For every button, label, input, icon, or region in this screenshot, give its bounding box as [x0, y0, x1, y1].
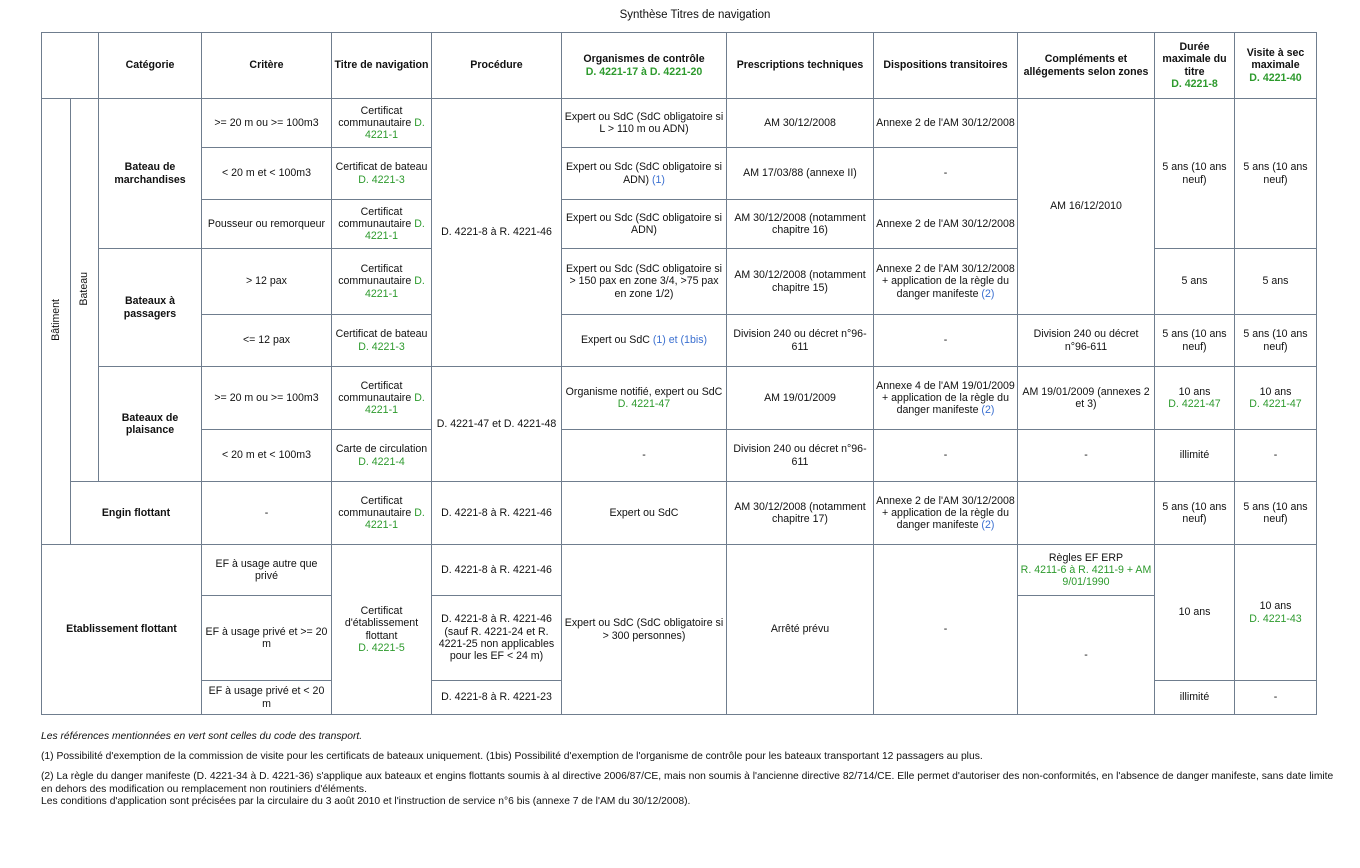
duree-cell: 5 ans	[1155, 249, 1235, 315]
category-plaisance: Bateaux de plaisance	[99, 367, 202, 482]
titre-ref: D. 4221-1	[365, 391, 425, 417]
titre-cell	[332, 430, 432, 482]
organisme-cell: Expert ou SdC (SdC obligatoire si L > 110 m ou ADN)	[562, 99, 727, 148]
titre-ref: D. 4221-1	[365, 275, 425, 300]
note-ref: (2)	[981, 287, 995, 300]
visite-ref: D. 4221-47	[1249, 398, 1302, 410]
header-visite	[1235, 33, 1317, 99]
header-dispositions: Dispositions transitoires	[874, 33, 1018, 99]
organisme-cell: Expert ou Sdc (SdC obligatoire si > 150 pax en zone 3/4, >75 pax en zone 1/2)	[562, 249, 727, 315]
titre-ref: D. 4221-5	[358, 641, 405, 654]
titre-cell	[332, 99, 432, 148]
titre-cell	[332, 367, 432, 430]
visite-text: 10 ans	[1259, 385, 1292, 398]
organisme-cell	[562, 367, 727, 430]
visite-cell: -	[1235, 430, 1317, 482]
critere-cell: <= 12 pax	[202, 315, 332, 367]
duree-cell: illimité	[1155, 430, 1235, 482]
prescription-cell: AM 30/12/2008	[727, 99, 874, 148]
header-duree	[1155, 33, 1235, 99]
titre-ref: D. 4221-3	[358, 340, 405, 353]
complement-cell	[1018, 545, 1155, 596]
visite-ref: D. 4221-43	[1249, 612, 1302, 625]
note-2	[41, 771, 1341, 810]
visite-cell	[1235, 545, 1317, 681]
duree-cell: 5 ans (10 ans neuf)	[1155, 482, 1235, 545]
disposition-text: Annexe 2 de l'AM 30/12/2008 + application de la règle du danger manifeste	[876, 494, 1015, 532]
duree-cell: illimité	[1155, 681, 1235, 715]
header-empty	[42, 33, 99, 99]
titre-ref: D. 4221-1	[365, 116, 425, 142]
titre-label: Certificat communautaire	[338, 205, 412, 230]
visite-cell: 5 ans	[1235, 249, 1317, 315]
critere-cell: EF à usage autre que privé	[202, 545, 332, 596]
disposition-cell	[874, 249, 1018, 315]
disposition-cell	[874, 367, 1018, 430]
prescription-cell: AM 30/12/2008 (notamment chapitre 15)	[727, 249, 874, 315]
header-organismes-ref: D. 4221-17 à D. 4221-20	[585, 65, 703, 78]
organisme-cell: -	[562, 430, 727, 482]
organisme-cell: Expert ou Sdc (SdC obligatoire si ADN)	[562, 200, 727, 249]
note-ref: (2)	[981, 519, 995, 532]
note-ref: (1)	[652, 334, 666, 347]
category-marchandises: Bateau de marchandises	[99, 99, 202, 249]
duree-cell	[1155, 367, 1235, 430]
disposition-cell: -	[874, 148, 1018, 200]
critere-cell: >= 20 m ou >= 100m3	[202, 99, 332, 148]
note-legend: Les références mentionnées en vert sont celles du code des transport.	[41, 731, 363, 742]
prescription-cell: AM 19/01/2009	[727, 367, 874, 430]
titre-cell	[332, 315, 432, 367]
prescription-cell: AM 30/12/2008 (notamment chapitre 17)	[727, 482, 874, 545]
group-bateau-label: Bateau	[78, 271, 91, 306]
organisme-cell	[562, 315, 727, 367]
header-organismes	[562, 33, 727, 99]
visite-cell: -	[1235, 681, 1317, 715]
titre-cell	[332, 200, 432, 249]
complement-title: Règles EF ERP	[1048, 551, 1124, 564]
critere-cell: EF à usage privé et >= 20 m	[202, 596, 332, 681]
organisme-text: Expert ou SdC	[580, 334, 650, 347]
duree-cell: 10 ans	[1155, 545, 1235, 681]
prescription-cell: Division 240 ou décret n°96-611	[727, 315, 874, 367]
note-ref: (1)	[651, 173, 665, 186]
complement-cell: AM 16/12/2010	[1018, 99, 1155, 315]
header-row	[42, 33, 1317, 99]
table-row	[42, 367, 1317, 430]
organisme-ref: D. 4221-47	[617, 398, 671, 410]
duree-text: 10 ans	[1178, 385, 1211, 398]
table-row	[42, 315, 1317, 367]
synthesis-table	[41, 32, 1317, 715]
group-batiment-label: Bâtiment	[49, 298, 62, 341]
note-ref: (2)	[981, 404, 995, 417]
titre-ref: D. 4221-4	[358, 455, 405, 468]
duree-cell: 5 ans (10 ans neuf)	[1155, 99, 1235, 249]
critere-cell: EF à usage privé et < 20 m	[202, 681, 332, 715]
organisme-cell: Expert ou SdC	[562, 482, 727, 545]
footnotes	[41, 731, 1341, 816]
titre-cell	[332, 482, 432, 545]
critere-cell: < 20 m et < 100m3	[202, 148, 332, 200]
category-passagers: Bateaux à passagers	[99, 249, 202, 367]
disposition-cell: -	[874, 315, 1018, 367]
visite-cell: 5 ans (10 ans neuf)	[1235, 315, 1317, 367]
duree-ref: D. 4221-47	[1168, 398, 1221, 410]
organisme-cell	[562, 148, 727, 200]
visite-text: 10 ans	[1259, 600, 1292, 613]
note-et: et	[668, 334, 678, 347]
critere-cell: < 20 m et < 100m3	[202, 430, 332, 482]
header-titre: Titre de navigation	[332, 33, 432, 99]
header-categorie: Catégorie	[99, 33, 202, 99]
header-duree-ref: D. 4221-8	[1171, 77, 1218, 90]
procedure-cell: D. 4221-8 à R. 4221-46	[432, 99, 562, 367]
prescription-cell: Division 240 ou décret n°96-611	[727, 430, 874, 482]
titre-cell	[332, 249, 432, 315]
critere-cell: Pousseur ou remorqueur	[202, 200, 332, 249]
table-row	[42, 482, 1317, 545]
complement-ref: R. 4211-6 à R. 4211-9 + AM 9/01/1990	[1020, 563, 1152, 589]
note-2-conditions: Les conditions d'application sont précisées par la circulaire du 3 août 2010 et l'instruction de service n°6 bis (annexe 7 de l'AM du 30/12/2008).	[41, 796, 691, 808]
titre-label: Carte de circulation	[335, 443, 428, 456]
organisme-cell: Expert ou SdC (SdC obligatoire si > 300 personnes)	[562, 545, 727, 715]
procedure-cell: D. 4221-47 et D. 4221-48	[432, 367, 562, 482]
visite-cell: 5 ans (10 ans neuf)	[1235, 99, 1317, 249]
note-ref: (1bis)	[680, 334, 708, 347]
titre-label: Certificat de bateau	[335, 161, 428, 174]
visite-cell: 5 ans (10 ans neuf)	[1235, 482, 1317, 545]
titre-label: Certificat communautaire	[338, 379, 412, 404]
titre-ref: D. 4221-1	[365, 217, 425, 243]
disposition-text: Annexe 2 de l'AM 30/12/2008 + application de la règle du danger manifeste	[876, 263, 1015, 300]
procedure-cell: D. 4221-8 à R. 4221-46	[432, 545, 562, 596]
disposition-cell: Annexe 2 de l'AM 30/12/2008	[874, 200, 1018, 249]
procedure-cell: D. 4221-8 à R. 4221-46	[432, 482, 562, 545]
organisme-text: Organisme notifié, expert ou SdC	[565, 385, 723, 398]
header-visite-label: Visite à sec maximale	[1246, 47, 1305, 72]
header-prescriptions: Prescriptions techniques	[727, 33, 874, 99]
titre-label: Certificat communautaire	[338, 263, 412, 288]
header-visite-ref: D. 4221-40	[1249, 71, 1302, 84]
complement-cell: -	[1018, 596, 1155, 715]
prescription-cell: AM 17/03/88 (annexe II)	[727, 148, 874, 200]
prescription-cell: Arrêté prévu	[727, 545, 874, 715]
category-engin: Engin flottant	[71, 482, 202, 545]
disposition-cell: Annexe 2 de l'AM 30/12/2008	[874, 99, 1018, 148]
duree-cell: 5 ans (10 ans neuf)	[1155, 315, 1235, 367]
header-duree-label: Durée maximale du titre	[1162, 40, 1227, 78]
critere-cell: -	[202, 482, 332, 545]
page-title: Synthèse Titres de navigation	[619, 9, 771, 21]
titre-cell	[332, 148, 432, 200]
prescription-cell: AM 30/12/2008 (notamment chapitre 16)	[727, 200, 874, 249]
table-row	[42, 545, 1317, 596]
table-row	[42, 430, 1317, 482]
disposition-cell: -	[874, 545, 1018, 715]
complement-cell	[1018, 482, 1155, 545]
table-row	[42, 99, 1317, 148]
critere-cell: >= 20 m ou >= 100m3	[202, 367, 332, 430]
titre-label: Certificat d'établissement flottant	[344, 604, 419, 642]
titre-ref: D. 4221-1	[365, 506, 425, 532]
titre-label: Certificat communautaire	[338, 104, 412, 129]
procedure-cell: D. 4221-8 à R. 4221-46 (sauf R. 4221-24 et R. 4221-25 non applicables pour les EF < 24 m)	[432, 596, 562, 681]
header-organismes-label: Organismes de contrôle	[583, 53, 705, 66]
group-bateau	[71, 99, 99, 482]
disposition-cell	[874, 482, 1018, 545]
organisme-text: Expert ou Sdc (SdC obligatoire si ADN)	[565, 161, 723, 186]
disposition-text: Annexe 4 de l'AM 19/01/2009 + application de la règle du danger manifeste	[876, 379, 1015, 417]
header-complements: Compléments et allégements selon zones	[1018, 33, 1155, 99]
titre-label: Certificat de bateau	[335, 328, 428, 341]
complement-cell: AM 19/01/2009 (annexes 2 et 3)	[1018, 367, 1155, 430]
category-etablissement: Etablissement flottant	[42, 545, 202, 715]
header-procedure: Procédure	[432, 33, 562, 99]
titre-label: Certificat communautaire	[338, 494, 412, 519]
visite-cell	[1235, 367, 1317, 430]
titre-ref: D. 4221-3	[358, 173, 405, 186]
complement-cell: Division 240 ou décret n°96-611	[1018, 315, 1155, 367]
procedure-cell: D. 4221-8 à R. 4221-23	[432, 681, 562, 715]
complement-cell: -	[1018, 430, 1155, 482]
group-batiment	[42, 99, 71, 545]
titre-cell	[332, 545, 432, 715]
note-1: (1) Possibilité d'exemption de la commission de visite pour les certificats de bateaux uniquement. (1bis) Possibilité d'exemption de l'organisme de contrôle pour les bateaux transportant 12 passagers au plus.	[41, 750, 983, 762]
critere-cell: > 12 pax	[202, 249, 332, 315]
note-2-text: (2) La règle du danger manifeste (D. 4221-34 à D. 4221-36) s'applique aux bateaux et engins flottants soumis à al directive 2006/87/CE, mais non soumis à l'ancienne directive 82/714/CE. Elle permet d'autoriser des non-conformités, en l'absence de danger manifeste, sans date limite en dehors des modification ou remplacement non routiniers d'éléments.	[41, 770, 1334, 795]
disposition-cell: -	[874, 430, 1018, 482]
header-critere: Critère	[202, 33, 332, 99]
